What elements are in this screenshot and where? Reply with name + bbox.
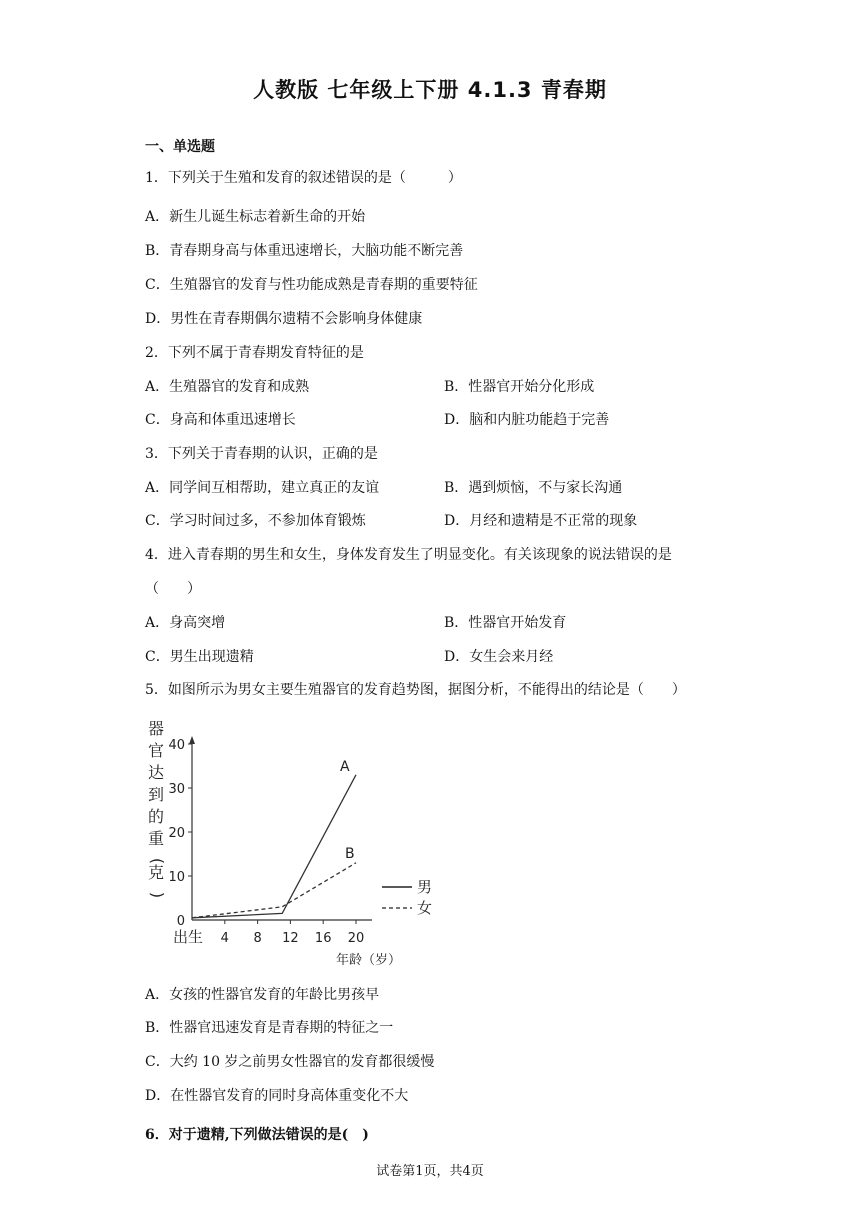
legend-label-male: 男 (417, 878, 433, 896)
q3-option-a: A．同学间互相帮助，建立真正的友谊 (145, 480, 380, 496)
y-label-char: 克 (147, 863, 165, 882)
q2-option-a: A．生殖器官的发育和成熟 (145, 379, 310, 395)
y-label-char: 到 (147, 785, 165, 804)
y-tick-label: 10 (168, 870, 185, 885)
y-label-char: 器 (147, 719, 165, 738)
series-label-B: B (345, 845, 355, 862)
q6-stem: 6．对于遗精,下列做法错误的是( ) (145, 1127, 369, 1143)
q3-option-b: B．遇到烦恼，不与家长沟通 (444, 480, 623, 496)
y-label-char: ) (148, 891, 167, 899)
page-title: 人教版 七年级上下册 4.1.3 青春期 (253, 78, 607, 102)
x-axis-label: 年龄（岁） (336, 953, 402, 968)
x-tick-label: 16 (314, 931, 332, 946)
q3-stem: 3．下列关于青春期的认识，正确的是 (145, 446, 378, 462)
series-label-A: A (340, 758, 350, 775)
q2-stem: 2．下列不属于青春期发育特征的是 (145, 345, 364, 361)
q5-option-d: D．在性器官发育的同时身高体重变化不大 (145, 1088, 409, 1104)
q4-option-a: A．身高突增 (145, 615, 226, 631)
y-tick-label: 20 (168, 826, 185, 841)
q5-option-a: A．女孩的性器官发育的年龄比男孩早 (145, 987, 380, 1003)
organ-development-chart (140, 712, 440, 974)
series-line-female (192, 863, 356, 918)
series-line-male (192, 775, 356, 918)
y-axis-label (148, 719, 167, 898)
q4-stem-continued: （ ） (145, 581, 201, 597)
q2-option-b: B．性器官开始分化形成 (444, 379, 595, 395)
y-label-char: 重 (147, 829, 165, 848)
x-tick-label: 12 (282, 931, 299, 946)
q5-option-c: C．大约 10 岁之前男女性器官的发育都很缓慢 (145, 1054, 435, 1070)
q5-option-b: B．性器官迅速发育是青春期的特征之一 (145, 1020, 394, 1036)
q1-option-c: C．生殖器官的发育与性功能成熟是青春期的重要特征 (145, 277, 478, 293)
q4-option-b: B．性器官开始发育 (444, 615, 567, 631)
y-label-char: 的 (147, 807, 165, 826)
y-tick-label: 30 (168, 782, 185, 797)
y-label-char: 官 (147, 741, 165, 760)
q4-option-c: C．男生出现遗精 (145, 649, 254, 665)
y-label-char: ( (148, 857, 167, 865)
q3-option-d: D．月经和遗精是不正常的现象 (444, 513, 638, 529)
y-axis-arrow (189, 736, 195, 744)
legend-label-female: 女 (417, 899, 433, 917)
q1-option-a: A．新生儿诞生标志着新生命的开始 (145, 209, 366, 225)
x-tick-label: 4 (220, 931, 229, 946)
x-tick-label: 8 (253, 931, 262, 946)
q4-stem: 4．进入青春期的男生和女生，身体发育发生了明显变化。有关该现象的说法错误的是 (145, 547, 672, 563)
q1-stem: 1．下列关于生殖和发育的叙述错误的是（ ） (145, 170, 462, 186)
page-footer: 试卷第1页，共4页 (376, 1164, 484, 1179)
y-tick-label: 40 (168, 738, 185, 753)
y-tick-label: 0 (176, 914, 185, 929)
q1-option-d: D．男性在青春期偶尔遗精不会影响身体健康 (145, 311, 423, 327)
q3-option-c: C．学习时间过多，不参加体育锻炼 (145, 513, 366, 529)
section-heading: 一、单选题 (145, 139, 215, 155)
q1-option-b: B．青春期身高与体重迅速增长，大脑功能不断完善 (145, 243, 464, 259)
q5-stem: 5．如图所示为男女主要生殖器官的发育趋势图，据图分析，不能得出的结论是（ ） (145, 682, 686, 698)
q4-option-d: D．女生会来月经 (444, 649, 554, 665)
q2-option-c: C．身高和体重迅速增长 (145, 412, 296, 428)
y-label-char: 达 (147, 763, 165, 782)
q2-option-d: D．脑和内脏功能趋于完善 (444, 412, 610, 428)
x-tick-label: 出生 (172, 928, 204, 946)
x-tick-label: 20 (347, 931, 365, 946)
